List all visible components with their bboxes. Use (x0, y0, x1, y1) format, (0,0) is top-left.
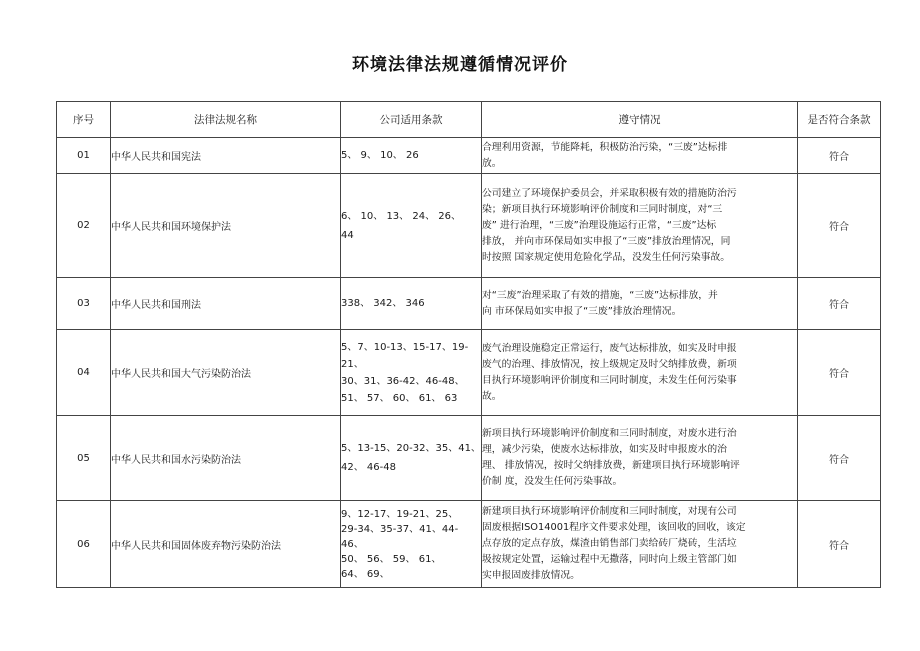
table-row (57, 330, 881, 416)
header-compliance: 遵守情况 (482, 102, 798, 138)
table-row (57, 501, 881, 588)
row-number: 06 (57, 501, 111, 588)
applicable-clauses: 338、 342、 346 (341, 278, 482, 330)
conformity-status: 符合 (798, 278, 881, 330)
conformity-status: 符合 (798, 501, 881, 588)
law-name: 中华人民共和国刑法 (111, 278, 341, 330)
compliance-detail: 废气治理设施稳定正常运行，废气达标排放，如实及时申报 废气的治理、排放情况，按上级规定及时父纳排放费，新项 目执行环境影响评价制度和三同时制度，未发生任何污染事 故。 (482, 330, 798, 416)
law-name: 中华人民共和国固体废弃物污染防治法 (111, 501, 341, 588)
header-no: 序号 (57, 102, 111, 138)
header-clauses: 公司适用条款 (341, 102, 482, 138)
compliance-table (56, 101, 881, 588)
applicable-clauses: 5、 9、 10、 26 (341, 138, 482, 174)
applicable-clauses: 9、12-17、19-21、25、 29-34、35-37、41、44- 46、 50、 56、 59、 61、 64、 69、 (341, 501, 482, 588)
row-number: 03 (57, 278, 111, 330)
compliance-detail: 公司建立了环境保护委员会，并采取积极有效的措施防治污 染；新项目执行环境影响评价制度和三同时制度，对“三 废” 进行治理，“三废”治理设施运行正常，“三废”达标 排放， 并向市环保局如实申报了“三废”排放治理情况，同 时按照 国家规定使用危险化学品，没发生任何污染事故。 (482, 174, 798, 278)
conformity-status: 符合 (798, 416, 881, 501)
header-conformity: 是否符合条款 (798, 102, 881, 138)
compliance-detail: 合理利用资源，节能降耗，积极防治污染，“三废”达标排 放。 (482, 138, 798, 174)
compliance-detail: 对“三废”治理采取了有效的措施，“三废”达标排放，并 向 市环保局如实申报了“三废”排放治理情况。 (482, 278, 798, 330)
conformity-status: 符合 (798, 330, 881, 416)
row-number: 01 (57, 138, 111, 174)
law-name: 中华人民共和国大气污染防治法 (111, 330, 341, 416)
compliance-detail: 新项目执行环境影响评价制度和三同时制度，对废水进行治 理，减少污染，使废水达标排放，如实及时申报废水的治 理、 排放情况，按时父纳排放费，新建项目执行环境影响评 价制 度，没发生任何污染事故。 (482, 416, 798, 501)
conformity-status: 符合 (798, 174, 881, 278)
law-name: 中华人民共和国宪法 (111, 138, 341, 174)
document-title: 环境法律法规遵循情况评价 (352, 55, 568, 75)
table-row (57, 278, 881, 330)
table-row (57, 138, 881, 174)
law-name: 中华人民共和国环境保护法 (111, 174, 341, 278)
row-number: 04 (57, 330, 111, 416)
row-number: 02 (57, 174, 111, 278)
table-row (57, 416, 881, 501)
table-header-row (57, 102, 881, 138)
applicable-clauses: 5、13-15、20-32、35、41、 42、 46-48 (341, 416, 482, 501)
compliance-detail: 新建项目执行环境影响评价制度和三同时制度，对现有公司 固废根据ISO14001程序文件要求处理，该回收的回收，该定 点存放的定点存放，煤渣由销售部门卖给砖厂烧砖，生活垃 圾按规定处置，运输过程中无撒落，同时向上级主管部门如 实申报固废排放情况。 (482, 501, 798, 588)
row-number: 05 (57, 416, 111, 501)
law-name: 中华人民共和国水污染防治法 (111, 416, 341, 501)
header-law-name: 法律法规名称 (111, 102, 341, 138)
applicable-clauses: 6、 10、 13、 24、 26、 44 (341, 174, 482, 278)
table-row (57, 174, 881, 278)
conformity-status: 符合 (798, 138, 881, 174)
applicable-clauses: 5、7、10-13、15-17、19- 21、 30、31、36-42、46-48、 51、 57、 60、 61、 63 (341, 330, 482, 416)
